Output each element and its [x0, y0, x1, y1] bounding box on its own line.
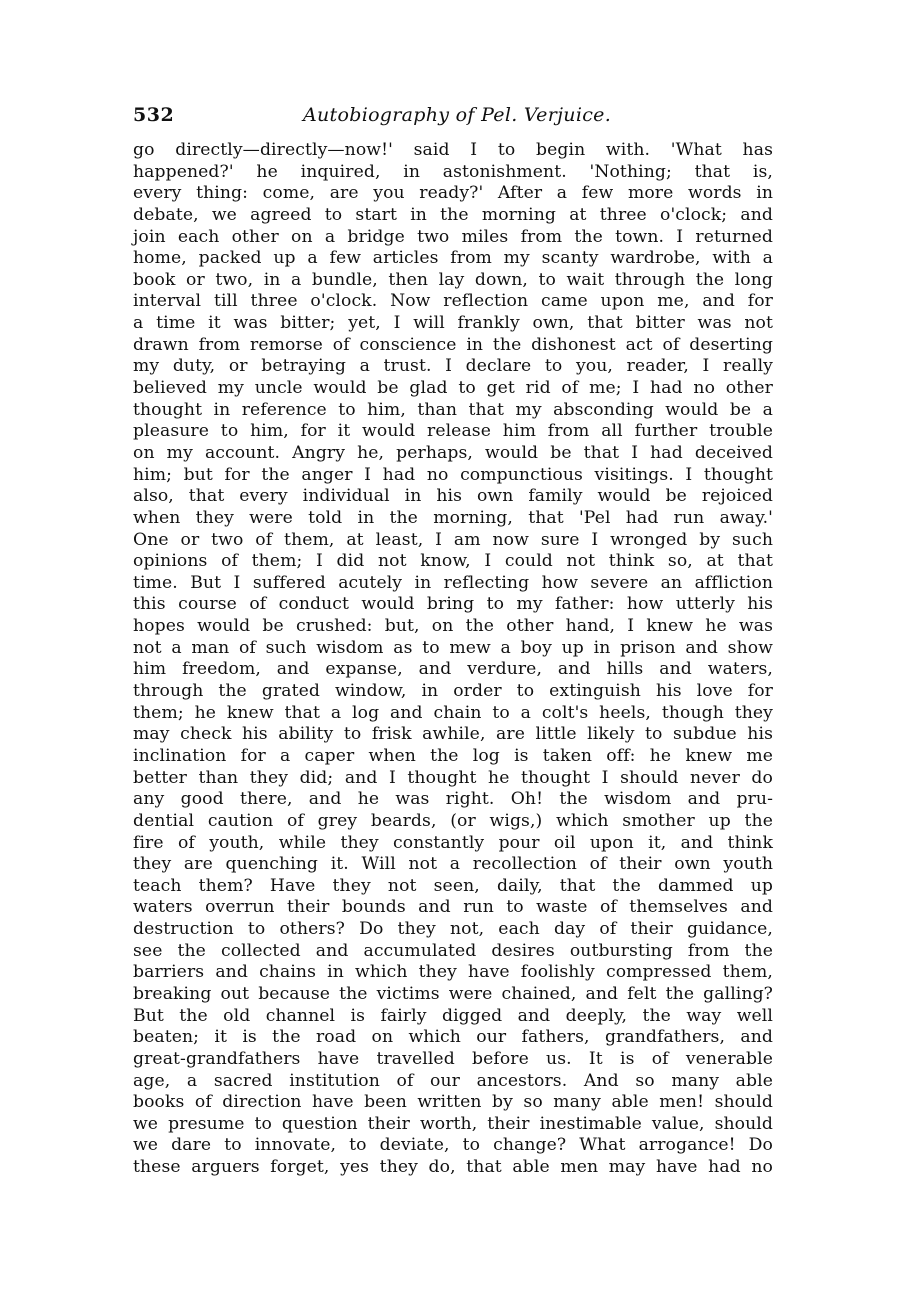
text-line: when they were told in the morning, that 'Pel had run away.' [133, 507, 773, 528]
text-line: him freedom, and expanse, and verdure, and hills and waters, [133, 659, 773, 680]
text-line: every thing: come, are you ready?' After a few more words in [133, 183, 773, 204]
text-line: hopes would be crushed: but, on the other hand, I knew he was [133, 616, 773, 637]
text-line: not a man of such wisdom as to mew a boy up in prison and show [133, 637, 773, 658]
text-line: pleasure to him, for it would release him from all further trouble [133, 421, 773, 442]
text-line: these arguers forget, yes they do, that able men may have had no [133, 1157, 773, 1178]
text-line: join each other on a bridge two miles from the town. I returned [133, 226, 773, 247]
text-line: fire of youth, while they constantly pour oil upon it, and think [133, 832, 773, 853]
text-line: One or two of them, at least, I am now sure I wronged by such [133, 529, 773, 550]
text-line: better than they did; and I thought he thought I should never do [133, 767, 773, 788]
text-line: we presume to question their worth, their inestimable value, should [133, 1113, 773, 1134]
text-line: time. But I suffered acutely in reflecting how severe an affliction [133, 572, 773, 593]
text-line: age, a sacred institution of our ancestors. And so many able [133, 1070, 773, 1091]
text-line: opinions of them; I did not know, I could not think so, at that [133, 551, 773, 572]
text-line: But the old channel is fairly digged and deeply, the way well [133, 1005, 773, 1026]
text-line: beaten; it is the road on which our fathers, grandfathers, and [133, 1027, 773, 1048]
text-line: inclination for a caper when the log is taken off: he knew me [133, 745, 773, 766]
page-number: 532 [133, 104, 175, 126]
running-head [133, 104, 773, 132]
text-line: dential caution of grey beards, (or wigs,) which smother up the [133, 810, 773, 831]
text-line: interval till three o'clock. Now reflection came upon me, and for [133, 291, 773, 312]
text-line: them; he knew that a log and chain to a colt's heels, though they [133, 702, 773, 723]
text-line: destruction to others? Do they not, each day of their guidance, [133, 919, 773, 940]
text-line: thought in reference to him, than that my absconding would be a [133, 399, 773, 420]
text-line: debate, we agreed to start in the morning at three o'clock; and [133, 204, 773, 225]
text-line: my duty, or betraying a trust. I declare to you, reader, I really [133, 356, 773, 377]
text-line: happened?' he inquired, in astonishment. 'Nothing; that is, [133, 161, 773, 182]
text-line: may check his ability to frisk awhile, are little likely to subdue his [133, 724, 773, 745]
text-line: go directly—directly—now!' said I to begin with. 'What has [133, 140, 773, 160]
body-text [133, 140, 773, 1179]
text-line: home, packed up a few articles from my scanty wardrobe, with a [133, 248, 773, 269]
running-title: Autobiography of Pel. Verjuice. [303, 104, 612, 126]
text-line: this course of conduct would bring to my father: how utterly his [133, 594, 773, 615]
text-line: barriers and chains in which they have foolishly compressed them, [133, 962, 773, 983]
text-line: believed my uncle would be glad to get rid of me; I had no other [133, 378, 773, 399]
text-line: drawn from remorse of conscience in the dishonest act of deserting [133, 334, 773, 355]
text-line: any good there, and he was right. Oh! the wisdom and pru- [133, 789, 773, 810]
text-line: they are quenching it. Will not a recollection of their own youth [133, 854, 773, 875]
text-line: teach them? Have they not seen, daily, that the dammed up [133, 875, 773, 896]
text-line: waters overrun their bounds and run to waste of themselves and [133, 897, 773, 918]
text-line: him; but for the anger I had no compunctious visitings. I thought [133, 464, 773, 485]
text-line: books of direction have been written by so many able men! should [133, 1092, 773, 1113]
text-line: great-grandfathers have travelled before us. It is of venerable [133, 1048, 773, 1069]
text-line: breaking out because the victims were chained, and felt the galling? [133, 983, 773, 1004]
text-line: see the collected and accumulated desires outbursting from the [133, 940, 773, 961]
text-line: on my account. Angry he, perhaps, would be that I had deceived [133, 442, 773, 463]
text-line: a time it was bitter; yet, I will frankly own, that bitter was not [133, 313, 773, 334]
text-line: through the grated window, in order to extinguish his love for [133, 681, 773, 702]
text-line: we dare to innovate, to deviate, to change? What arrogance! Do [133, 1135, 773, 1156]
text-line: also, that every individual in his own family would be rejoiced [133, 486, 773, 507]
text-line: book or two, in a bundle, then lay down, to wait through the long [133, 269, 773, 290]
